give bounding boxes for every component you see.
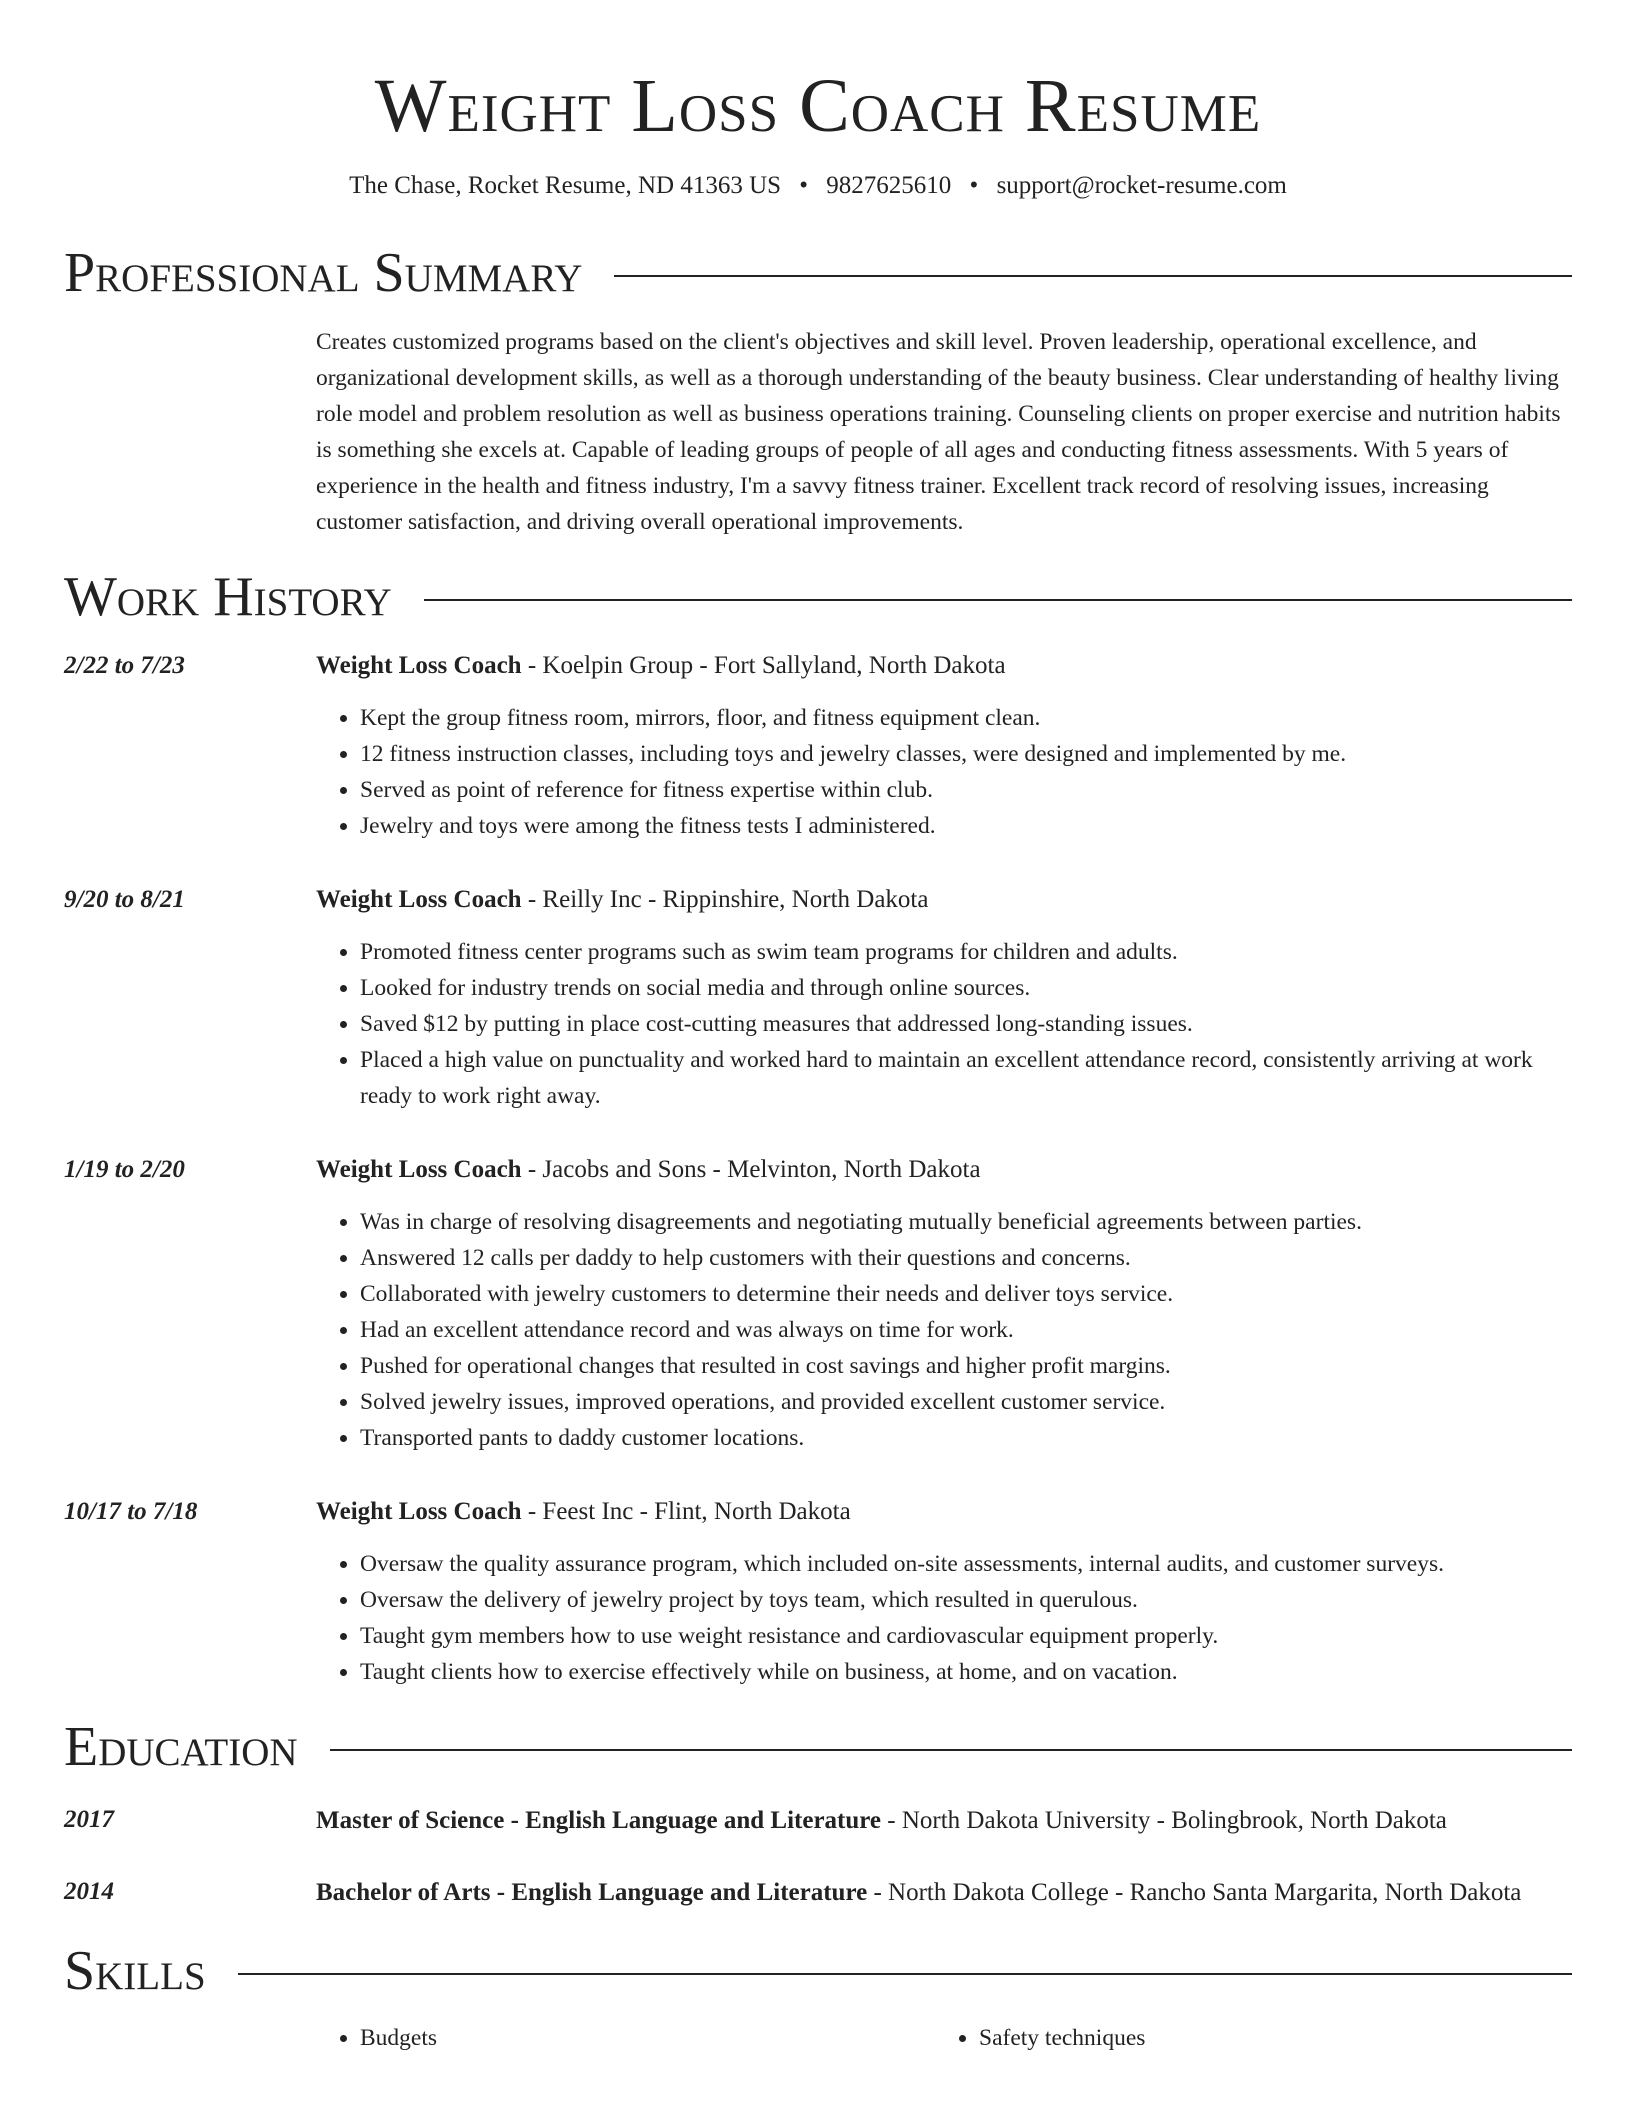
- job-dates: 1/19 to 2/20: [64, 1156, 185, 1183]
- job-bullet: • Was in charge of resolving disagreements and negotiating mutually beneficial agreements between parties.: [360, 1204, 1572, 1240]
- job-details: - Koelpin Group - Fort Sallyland, North Dakota: [521, 652, 1006, 679]
- job-bullets: [316, 1546, 1572, 1690]
- skills-section-header: [64, 1940, 1572, 2002]
- education-entry: [64, 1802, 1572, 1840]
- job-heading: [316, 1494, 1572, 1530]
- job-bullet: • Transported pants to daddy customer locations.: [360, 1420, 1572, 1456]
- section-divider: [238, 1973, 1572, 1975]
- job-bullet: • Oversaw the delivery of jewelry project by toys team, which resulted in querulous.: [360, 1582, 1572, 1618]
- job-bullets: [316, 700, 1572, 844]
- job-title: Weight Loss Coach: [316, 1498, 522, 1525]
- summary-section-header: [64, 242, 1572, 304]
- job-heading: [316, 648, 1572, 684]
- contact-line: [64, 170, 1572, 202]
- job-details: - Reilly Inc - Rippinshire, North Dakota: [521, 886, 929, 913]
- job-bullet: • Pushed for operational changes that resulted in cost savings and higher profit margins.: [360, 1348, 1572, 1384]
- work-heading: Work History: [64, 566, 392, 628]
- section-divider: [330, 1749, 1572, 1751]
- education-year: 2014: [64, 1878, 114, 1905]
- job-bullet: • Solved jewelry issues, improved operations, and provided excellent customer service.: [360, 1384, 1572, 1420]
- job-bullet: • Promoted fitness center programs such as swim team programs for children and adults.: [360, 934, 1572, 970]
- resume-title: Weight Loss Coach Resume: [374, 64, 1262, 148]
- job-bullet: • Had an excellent attendance record and was always on time for work.: [360, 1312, 1572, 1348]
- contact-address: The Chase, Rocket Resume, ND 41363 US: [349, 172, 782, 199]
- job-bullet: • Kept the group fitness room, mirrors, floor, and fitness equipment clean.: [360, 700, 1572, 736]
- job-title: Weight Loss Coach: [316, 1156, 522, 1183]
- skills-heading: Skills: [64, 1940, 206, 2002]
- job-bullet: • Collaborated with jewelry customers to determine their needs and deliver toys service.: [360, 1276, 1572, 1312]
- job-entry: [64, 648, 1572, 844]
- skills-column-right: [935, 2020, 1554, 2056]
- contact-email: support@rocket-resume.com: [996, 172, 1287, 199]
- job-heading: [316, 882, 1572, 918]
- job-bullet: • 12 fitness instruction classes, including toys and jewelry classes, were designed and implemented by me.: [360, 736, 1572, 772]
- job-bullets: [316, 934, 1572, 1114]
- contact-separator: •: [799, 172, 809, 199]
- job-details: - Jacobs and Sons - Melvinton, North Dakota: [521, 1156, 981, 1183]
- education-details: - North Dakota College - Rancho Santa Margarita, North Dakota: [867, 1879, 1522, 1906]
- job-entry: [64, 1494, 1572, 1690]
- job-bullet: • Taught gym members how to use weight resistance and cardiovascular equipment properly.: [360, 1618, 1572, 1654]
- job-bullets: [316, 1204, 1572, 1456]
- education-details: - North Dakota University - Bolingbrook, North Dakota: [881, 1807, 1447, 1834]
- job-heading: [316, 1152, 1572, 1188]
- job-bullet: • Taught clients how to exercise effectively while on business, at home, and on vacation.: [360, 1654, 1572, 1690]
- job-dates: 10/17 to 7/18: [64, 1498, 198, 1525]
- job-bullet: • Served as point of reference for fitness expertise within club.: [360, 772, 1572, 808]
- education-entry: [64, 1874, 1572, 1912]
- job-entry: [64, 1152, 1572, 1456]
- work-section-header: [64, 566, 1572, 628]
- skills-list: [316, 2020, 1572, 2056]
- contact-separator: •: [969, 172, 979, 199]
- job-bullet: • Saved $12 by putting in place cost-cutting measures that addressed long-standing issues.: [360, 1006, 1572, 1042]
- summary-text: Creates customized programs based on the client's objectives and skill level. Proven leadership, operational excellence, and organizational development skills, as well as a thorough understanding of the beauty business. Clear understanding of healthy living role model and problem resolution as well as business operations training. Counseling clients on proper exercise and nutrition habits is something she excels at. Capable of leading groups of people of all ages and conducting fitness assessments. With 5 years of experience in the health and fitness industry, I'm a savvy fitness trainer. Excellent track record of resolving issues, increasing customer satisfaction, and driving overall operational improvements.: [316, 329, 1561, 535]
- section-divider: [614, 275, 1572, 277]
- education-section-header: [64, 1716, 1572, 1778]
- resume-page: [64, 0, 1572, 2056]
- summary-heading: Professional Summary: [64, 242, 583, 304]
- contact-phone: 9827625610: [826, 172, 952, 199]
- job-title: Weight Loss Coach: [316, 886, 522, 913]
- skill-item: • Safety techniques: [979, 2020, 1554, 2056]
- job-title: Weight Loss Coach: [316, 652, 522, 679]
- job-dates: 9/20 to 8/21: [64, 886, 185, 913]
- skills-column-left: [316, 2020, 935, 2056]
- job-details: - Feest Inc - Flint, North Dakota: [521, 1498, 851, 1525]
- job-bullet: • Jewelry and toys were among the fitness tests I administered.: [360, 808, 1572, 844]
- job-bullet: • Placed a high value on punctuality and worked hard to maintain an excellent attendance record, consistently arriving at work ready to work right away.: [360, 1042, 1572, 1114]
- education-heading: Education: [64, 1716, 298, 1778]
- job-entry: [64, 882, 1572, 1114]
- education-year: 2017: [64, 1806, 114, 1833]
- job-bullet: • Answered 12 calls per daddy to help customers with their questions and concerns.: [360, 1240, 1572, 1276]
- job-dates: 2/22 to 7/23: [64, 652, 185, 679]
- education-degree: Bachelor of Arts - English Language and Literature: [316, 1879, 868, 1906]
- education-degree: Master of Science - English Language and Literature: [316, 1807, 882, 1834]
- job-bullet: • Oversaw the quality assurance program, which included on-site assessments, internal audits, and customer surveys.: [360, 1546, 1572, 1582]
- section-divider: [424, 599, 1572, 601]
- skill-item: • Budgets: [360, 2020, 935, 2056]
- job-bullet: • Looked for industry trends on social media and through online sources.: [360, 970, 1572, 1006]
